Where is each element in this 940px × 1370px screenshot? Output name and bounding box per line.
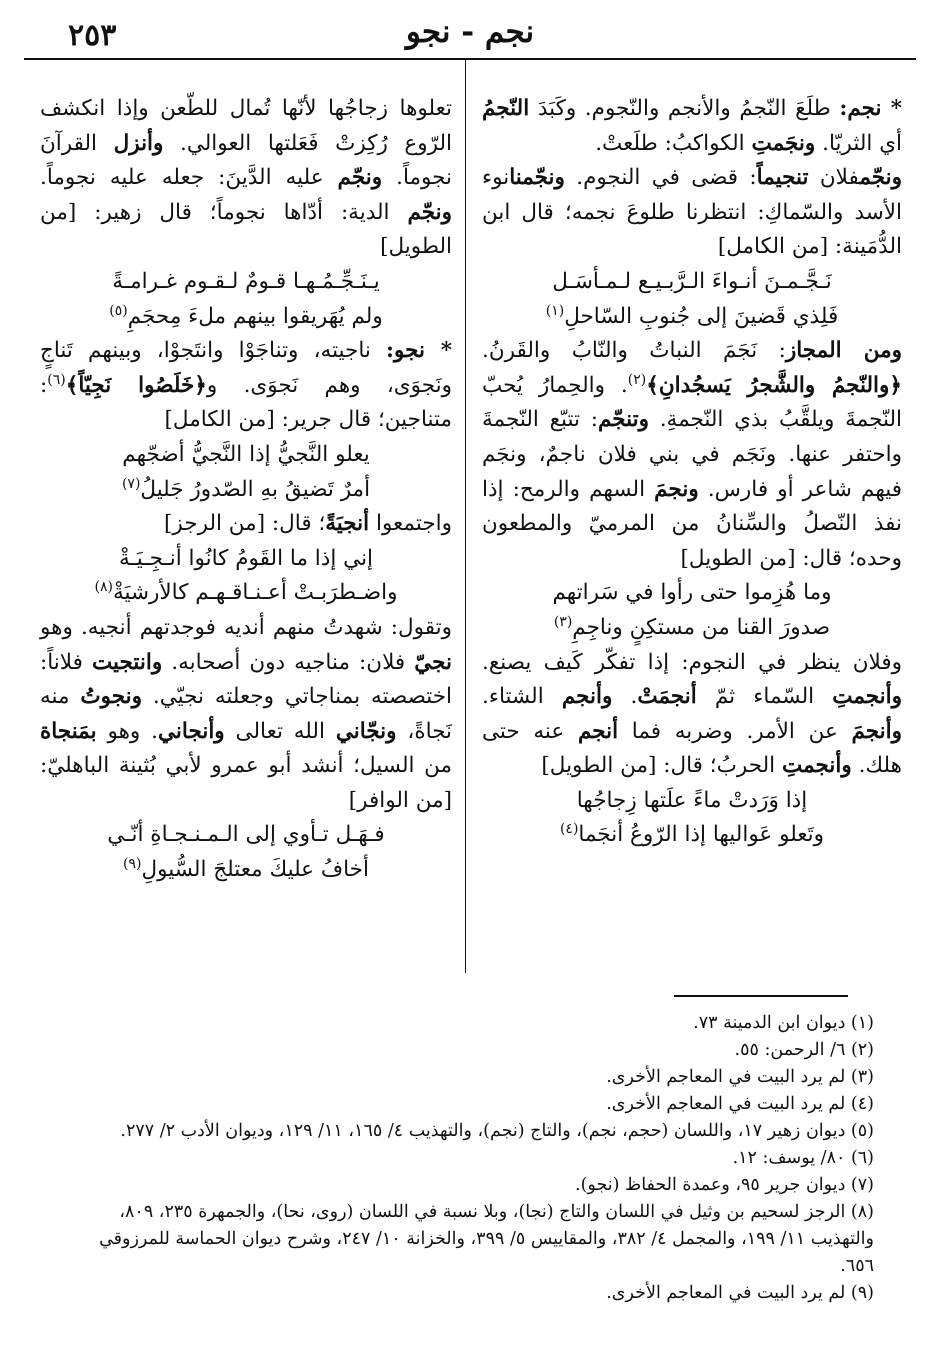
bold-word: نجيّ xyxy=(414,649,453,675)
verse-line: إذا وَرَدتْ ماءً علَتها زِجاجُها xyxy=(576,787,808,813)
note-ref: (٢) xyxy=(627,371,647,388)
text: الحربُ؛ قال: [من الطويل] xyxy=(541,753,782,779)
footnote: (٥) ديوان زهير ١٧، واللسان (حجم، نجم)، والتاج (نجم)، والتهذيب ٤/ ١٦٥، ١١/ ١٢٩، وديوان الأدب ٢/ ٢٧٧. xyxy=(120,1121,874,1141)
verse xyxy=(40,438,452,507)
text: وتقول: شهدتُ منهم أنديه فوجدتهم أنجيه. وهو xyxy=(40,614,452,640)
text: نوء الأسد والسّماكِ: انتظرنا طلوعَ نجمه؛ قال ابن الدُّمَينة: [من الكامل] xyxy=(482,165,902,260)
text: : متناجين؛ قال جرير: [من الكامل] xyxy=(40,372,452,433)
text: . وهو xyxy=(96,718,158,744)
page-header xyxy=(24,6,916,60)
footnote: (٦) ٨٠/ يوسف: ١٢. xyxy=(732,1148,874,1168)
bold-word: وأنجمتِ xyxy=(781,753,852,779)
entry-najw-intro xyxy=(40,334,452,438)
right-column xyxy=(482,92,902,853)
bold-word: ونجوتُ xyxy=(80,684,142,710)
text: فلان xyxy=(808,165,860,191)
note-ref: (٩) xyxy=(123,855,142,872)
note-ref: (٤) xyxy=(559,821,579,838)
verse-line: نَـجَّـمـنَ أنـواءَ الـرَّبـيـع لـمـأسَـل xyxy=(552,268,832,294)
bold-word: أنجمَتْ xyxy=(637,684,697,710)
paragraph xyxy=(40,92,452,265)
footnote: (٩) لم يرد البيت في المعاجم الأخرى. xyxy=(606,1283,874,1303)
bold-word: أنجيَةً xyxy=(325,511,370,537)
note-ref: (٨) xyxy=(94,579,113,596)
text: وفلان ينظر في النجوم: إذا تفكّر كَيف يصنع. xyxy=(482,649,902,675)
text: الدية: أدّاها نجوماً؛ قال زهير: [من الطويل] xyxy=(40,199,452,260)
text: السّماء ثمّ xyxy=(696,684,833,710)
page-number: ٢٥٣ xyxy=(68,18,117,53)
verse-line: وتَعلو عَواليها إذا الرّوعُ أنجَما$^{(٤)}$ xyxy=(559,821,825,848)
text: عنه حتى هلك. xyxy=(482,718,902,779)
text: السهم والرمح: إذا نفذ النّصلُ والسِّنانُ من المرميّ والمطعون وحده؛ قال: [من الطويل] xyxy=(482,476,902,571)
bold-word: بمَنجاة xyxy=(40,718,97,744)
paragraph xyxy=(482,646,902,784)
bold-word: ونجّم xyxy=(407,199,452,225)
column-divider xyxy=(465,60,466,973)
verse xyxy=(40,265,452,334)
verse-line: وما هُزِموا حتى رأوا في سَراتهم xyxy=(552,580,832,606)
bold-word: وأنجمَ xyxy=(851,718,902,744)
verse-line: أخافُ عليكَ معتلجَ السُّيولِ$^{(٩)}$ xyxy=(123,855,369,883)
bold-word: وأنجمتِ xyxy=(832,684,902,710)
text: : قضى في النجوم. xyxy=(564,165,757,191)
text: الشتاء. xyxy=(482,684,562,710)
bold-word: أنجم xyxy=(577,718,619,744)
bold-word: ونجّم xyxy=(337,165,383,191)
paragraph xyxy=(482,334,902,576)
footnote: (١) ديوان ابن الدمينة ٧٣. xyxy=(693,1013,874,1033)
note-ref: (١) xyxy=(545,302,565,319)
bold-word: ونجّاني xyxy=(335,718,397,744)
note-ref: (٣) xyxy=(553,613,573,630)
verse xyxy=(482,576,902,645)
bold-word: وانتجيت xyxy=(91,649,163,675)
paragraph xyxy=(40,507,452,542)
text: تعلوها زجاجُها لأنّها تُمال للطّعن وإذا انكشف الرّوع رُكِزتْ فَعَلتها العوالي. xyxy=(40,96,452,156)
verse-line: ولم يُهَريقوا بينهم ملءَ مِحجَمِ$^{(٥)}$ xyxy=(109,302,383,329)
text: أي الثريّا. xyxy=(815,130,902,156)
paragraph xyxy=(482,161,902,265)
text: الكواكبُ: طلَعتْ. xyxy=(595,130,752,156)
text: القرآنَ نجوماً. xyxy=(40,130,452,191)
bold-word: ونجّم xyxy=(859,165,903,191)
text: فلان: مناجيه دون أصحابه. xyxy=(162,649,415,675)
entry-bullet: * xyxy=(881,96,902,121)
paragraph xyxy=(40,611,452,819)
verse-line: يـنَـجِّـمُـهـا قـومٌ لـقـوم غـرامـةً xyxy=(112,268,380,294)
text: . xyxy=(612,684,638,710)
text: عن الأمر. وضربه فما xyxy=(618,718,852,744)
text: واجتمعوا xyxy=(369,511,452,537)
verse xyxy=(482,265,902,334)
verse-line: فـهَـل تـأوي إلى الـمـنـجـاةِ أنّـي xyxy=(107,822,385,848)
verse xyxy=(40,818,452,887)
quran-quote: ﴿والنّجمُ والشَّجرُ يَسجُدانِ﴾ xyxy=(646,372,903,398)
verse xyxy=(482,784,902,853)
headword-najw: نجو: xyxy=(386,338,425,364)
text: عليه الدَّينَ: جعله عليه نجوماً. xyxy=(40,165,338,191)
bold-word: ونجمَ xyxy=(654,476,699,502)
note-ref: (٧) xyxy=(121,475,141,492)
headword-najm: نجم: xyxy=(839,96,882,121)
bold-word: وأنجم xyxy=(561,684,613,710)
text: طلَعَ النّجمُ والأنجم والنّجوم. وكَبَدَ xyxy=(537,96,840,121)
verse-line: يعلو النَّجيُّ إذا النَّجيُّ أضجّهم xyxy=(122,441,370,467)
verse-line: أمرٌ تَضيقُ بهِ الصّدورُ جَليلُ$^{(٧)}$ xyxy=(121,475,371,502)
verse-line: إني إذا ما القَومُ كانُوا أنـجِـيَـةْ xyxy=(118,545,374,571)
left-column xyxy=(40,92,452,888)
bold-word: وتنجّم xyxy=(597,407,649,433)
bold-word: وأنزل xyxy=(113,130,164,156)
text: منه نَجاةً، xyxy=(40,684,452,744)
bold-word: ومن المجاز xyxy=(785,338,902,364)
note-ref: (٥) xyxy=(109,302,128,319)
footnote: (٣) لم يرد البيت في المعاجم الأخرى. xyxy=(606,1067,874,1087)
text: فلاناً: اختصصته بمناجاتي وجعلته نجيّي. xyxy=(40,649,452,710)
footnote: (٧) ديوان جرير ٩٥، وعمدة الحفاظ (نجو). xyxy=(575,1175,874,1195)
footnote: (٢) ٦/ الرحمن: ٥٥. xyxy=(734,1040,874,1060)
verse xyxy=(40,542,452,611)
footnote-rule xyxy=(674,995,848,997)
text: : نَجَمَ النباتُ والنّابُ والقَرنُ. xyxy=(482,338,786,364)
note-ref: (٦) xyxy=(47,371,66,388)
text: : تتبّع النّجمةَ واحتفر عنها. ونَجَم في بني فلان ناجمٌ، ونجَم فيهم شاعر أو فارس. xyxy=(482,407,902,502)
text: الله تعالى xyxy=(224,718,336,744)
footnote: (٨) الرجز لسحيم بن وثيل في اللسان والتاج (نجا)، وبلا نسبة في اللسان (روى، نحا)، والجمهرة ٢٣٥، ٨٠٩، والتهذيب ١١/ ١٩٩، والمجمل ٤/ ٣٨٢، والمقاييس ٥/ ٣٩٩، والخزانة ١٠/ ٢٤٧، وشرح ديوان الحماسة للمرزوقي ٦٥٦. xyxy=(99,1202,874,1276)
verse-line: واضـطرَبـتْ أعـنـاقـهـم كالأرشيَةْ$^{(٨)}$ xyxy=(94,579,398,606)
quran-quote: ﴿خَلَصُوا نَجِيّاً﴾ xyxy=(65,372,207,398)
entry-najm-intro xyxy=(482,92,902,161)
text: . والحِمارُ يُحبّ النّجمةَ ويلقَّبُ بذي النّجمةِ. xyxy=(482,372,902,433)
text: ناجيته، وتناجَوْا وانتَجوْا، وبينهم تَناجٍ ونَجوَى، وهم نَجوَى. و xyxy=(40,338,452,398)
verse-line: صدورَ القنا من مستكِنٍ وناجِمِ$^{(٣)}$ xyxy=(553,613,831,640)
text: ؛ قال: [من الرجز] xyxy=(164,511,326,537)
bold-word: ونجّمنا xyxy=(509,165,565,191)
footnotes xyxy=(60,1010,874,1307)
verse-line: فَلِذي قَضينَ إلى جُنوبِ السّاحلِ$^{(١)}$ xyxy=(545,302,839,329)
running-title: نجم - نجو xyxy=(405,14,535,50)
bold-word: ونجَمتِ xyxy=(751,130,816,156)
bold-word: النّجمُ xyxy=(482,96,530,121)
entry-bullet: * xyxy=(424,338,452,364)
footnote: (٤) لم يرد البيت في المعاجم الأخرى. xyxy=(606,1094,874,1114)
text: من السيل؛ أنشد أبو عمرو لأبي بُثينة الباهليّ: [من الوافر] xyxy=(40,753,452,813)
bold-word: وأنجاني xyxy=(158,718,225,744)
bold-word: تنجيماً xyxy=(756,165,809,191)
